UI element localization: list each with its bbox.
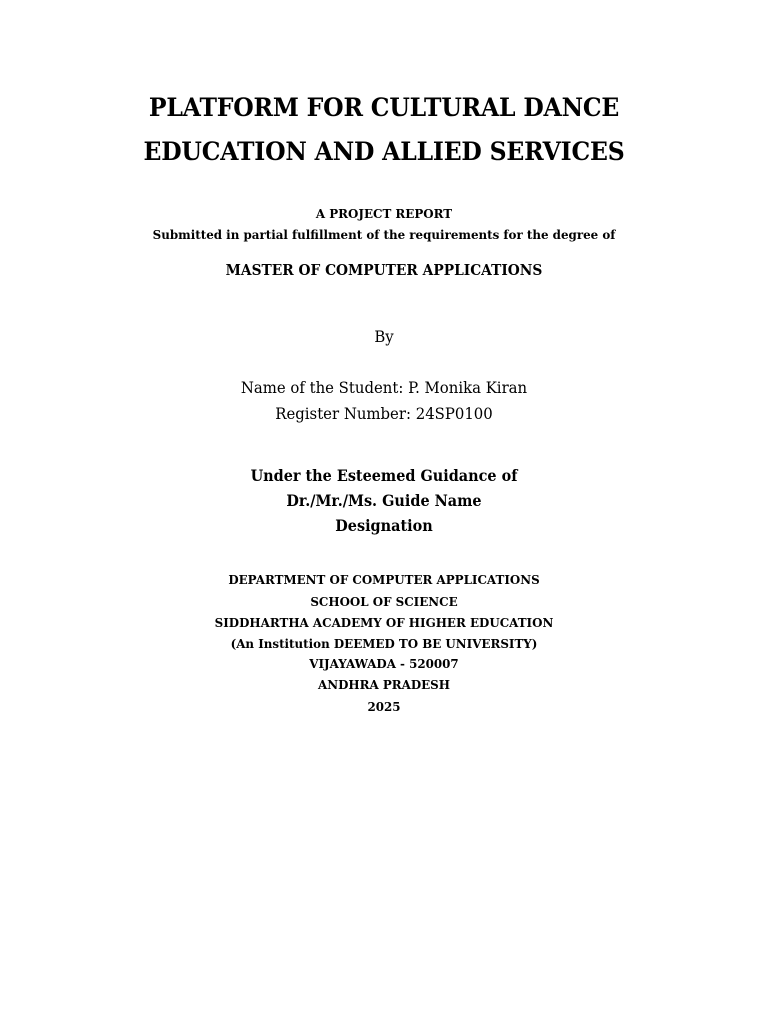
city-pincode: VIJAYAWADA - 520007 — [309, 656, 459, 671]
report-type: A PROJECT REPORT — [315, 206, 453, 221]
by-label: By — [374, 327, 394, 346]
academy-name: SIDDHARTHA ACADEMY OF HIGHER EDUCATION — [214, 615, 554, 630]
register-number: Register Number: 24SP0100 — [275, 404, 493, 423]
report-title-line-2: EDUCATION AND ALLIED SERVICES — [143, 137, 625, 166]
student-name: Name of the Student: P. Monika Kiran — [240, 378, 528, 397]
year: 2025 — [367, 699, 401, 714]
degree-name: MASTER OF COMPUTER APPLICATIONS — [225, 262, 543, 279]
state-name: ANDHRA PRADESH — [318, 677, 450, 692]
guide-name: Dr./Mr./Ms. Guide Name — [286, 491, 482, 510]
institution-status: (An Institution DEEMED TO BE UNIVERSITY) — [230, 636, 538, 651]
school-name: SCHOOL OF SCIENCE — [310, 594, 458, 609]
guidance-heading: Under the Esteemed Guidance of — [250, 466, 518, 485]
guide-designation: Designation — [335, 516, 433, 535]
report-title-line-1: PLATFORM FOR CULTURAL DANCE — [148, 93, 620, 122]
submission-statement: Submitted in partial fulfillment of the requirements for the degree of — [152, 227, 616, 242]
department-name: DEPARTMENT OF COMPUTER APPLICATIONS — [228, 572, 540, 587]
